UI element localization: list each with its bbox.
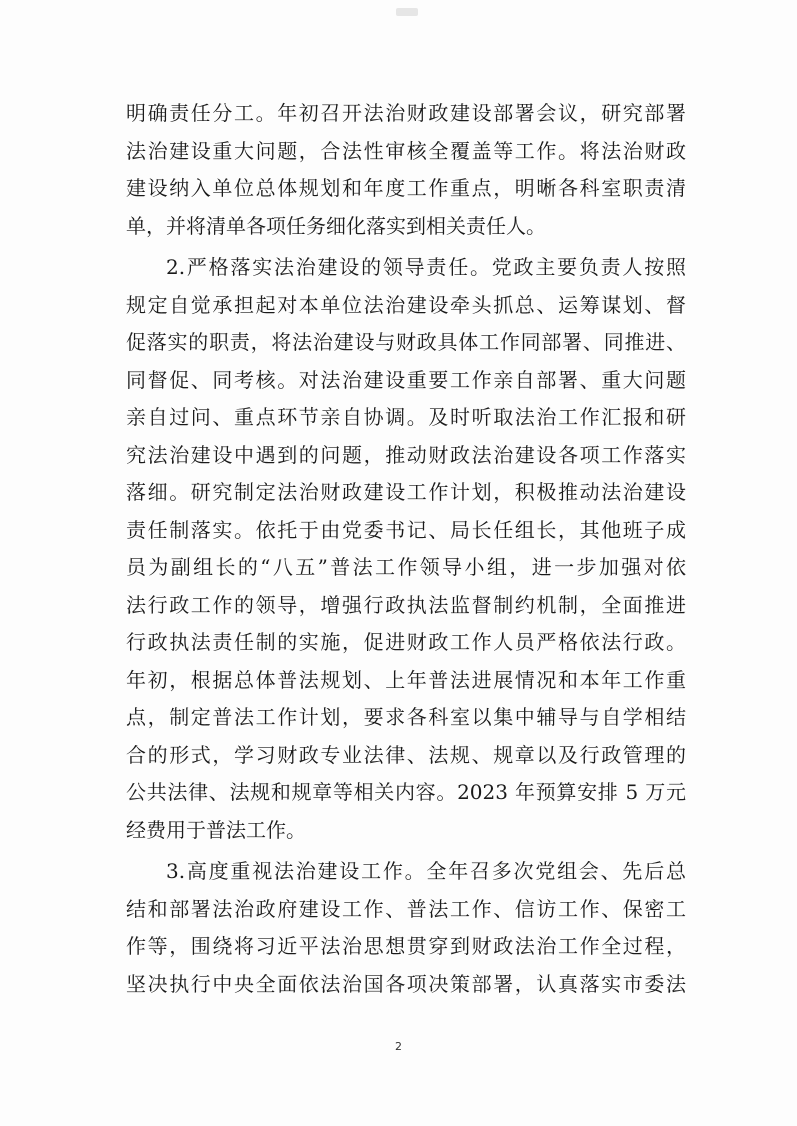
paragraph <box>126 853 686 1003</box>
text-line: 单，并将清单各项任务细化落实到相关责任人。 <box>126 213 546 238</box>
text-line: 促落实的职责，将法治建设与财政具体工作同部署、同推进、 <box>126 330 686 354</box>
text-line: 亲自过问、重点环节亲自协调。及时听取法治工作汇报和研 <box>126 405 686 429</box>
text-line: 落细。研究制定法治财政建设工作计划，积极推动法治建设 <box>126 480 686 504</box>
text-line: 坚决执行中央全面依法治国各项决策部署，认真落实市委法 <box>126 971 686 996</box>
text-line: 责任制落实。依托于由党委书记、局长任组长，其他班子成 <box>126 517 686 542</box>
text-line: 法行政工作的领导，增强行政执法监督制约机制，全面推进 <box>126 592 686 617</box>
text-line: 结和部署法治政府建设工作、普法工作、信访工作、保密工 <box>126 896 686 921</box>
document-body <box>126 95 686 1003</box>
page-number: 2 <box>395 1040 402 1053</box>
text-line: 3.高度重视法治建设工作。全年召多次党组会、先后总 <box>166 859 686 883</box>
text-line: 明确责任分工。年初召开法治财政建设部署会议，研究部署 <box>126 101 686 125</box>
text-line: 2.严格落实法治建设的领导责任。党政主要负责人按照 <box>166 255 686 279</box>
text-line: 究法治建设中遇到的问题，推动财政法治建设各项工作落实 <box>126 442 686 467</box>
paragraph <box>126 95 686 245</box>
paragraph <box>126 249 686 849</box>
text-line: 建设纳入单位总体规划和年度工作重点，明晰各科室职责清 <box>126 176 686 200</box>
text-line: 公共法律、法规和规章等相关内容。2023 年预算安排 5 万元 <box>126 780 686 804</box>
text-line: 规定自觉承担起对本单位法治建设牵头抓总、运筹谋划、督 <box>126 292 686 317</box>
text-line: 法治建设重大问题，合法性审核全覆盖等工作。将法治财政 <box>126 138 686 163</box>
text-line: 员为副组长的“八五”普法工作领导小组，进一步加强对依 <box>126 555 686 579</box>
text-line: 合的形式，学习财政专业法律、法规、规章以及行政管理的 <box>126 742 686 767</box>
text-line: 经费用于普法工作。 <box>126 817 306 842</box>
text-line: 点，制定普法工作计划，要求各科室以集中辅导与自学相结 <box>126 705 686 729</box>
text-line: 同督促、同考核。对法治建设重要工作亲自部署、重大问题 <box>126 367 686 392</box>
text-line: 年初，根据总体普法规划、上年普法进展情况和本年工作重 <box>126 667 686 692</box>
text-line: 作等，围绕将习近平法治思想贯穿到财政法治工作全过程， <box>126 934 686 958</box>
scan-artifact <box>396 8 418 16</box>
text-line: 行政执法责任制的实施，促进财政工作人员严格依法行政。 <box>126 630 686 654</box>
